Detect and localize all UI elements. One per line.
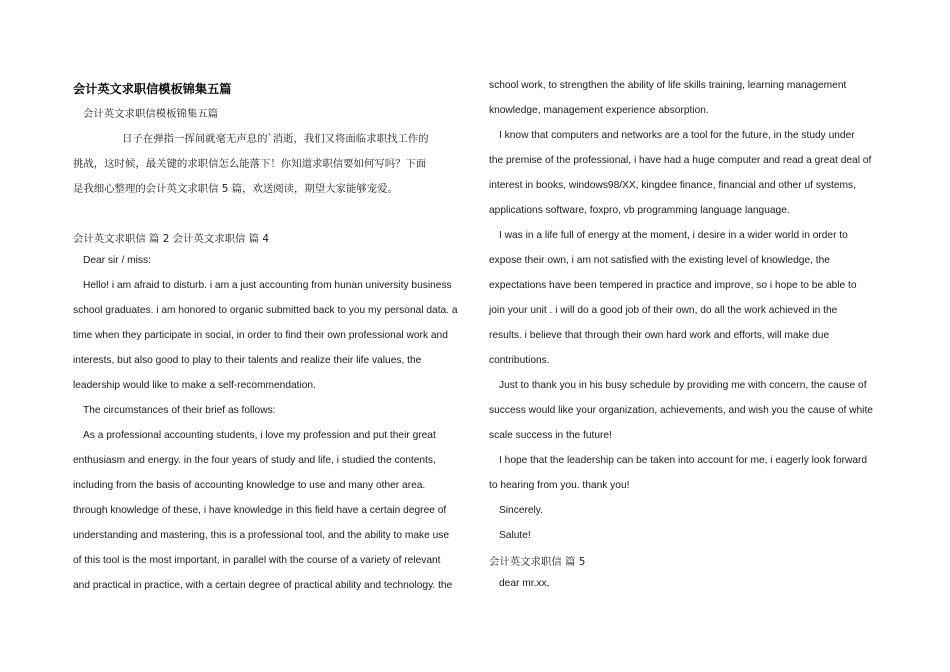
body-line: Just to thank you in his busy schedule by providing me with concern, the cause of: [499, 380, 867, 391]
body-line: through knowledge of these, i have knowledge in this field have a certain degree of: [73, 505, 447, 516]
body-line: enthusiasm and energy. in the four years of study and life, i studied the contents,: [73, 455, 436, 466]
body-line: interest in books, windows98/XX, kingdee finance, financial and other uf systems,: [489, 180, 856, 191]
body-line: As a professional accounting students, i love my profession and put their great: [83, 430, 436, 441]
body-line: The circumstances of their brief as follows:: [83, 405, 276, 416]
body-line: scale success in the future!: [489, 430, 612, 441]
document-title: 会计英文求职信模板锦集五篇: [73, 82, 232, 96]
intro-line-2: 挑战，这时候，最关键的求职信怎么能落下！你知道求职信要如何写吗？下面: [73, 158, 427, 170]
body-line: leadership would like to make a self-recommendation.: [73, 380, 316, 391]
body-line: contributions.: [489, 355, 550, 366]
body-line: success would like your organization, achievements, and wish you the cause of white: [489, 405, 873, 416]
body-line: I was in a life full of energy at the moment, i desire in a wider world in order to: [499, 230, 848, 241]
body-line: knowledge, management experience absorption.: [489, 105, 709, 116]
body-line: school graduates. i am honored to organic submitted back to you my personal data. a: [73, 305, 458, 316]
body-line: applications software, foxpro, vb programming language language.: [489, 205, 790, 216]
body-line: understanding and mastering, this is a professional tool, and the ability to make use: [73, 530, 450, 541]
salutation: Dear sir / miss:: [83, 255, 151, 266]
intro-line-3: 是我细心整理的会计英文求职信 5 篇，欢送阅读，期望大家能够宠爱。: [73, 183, 398, 195]
closing-line: Salute!: [499, 530, 531, 541]
body-line: results. i believe that through their own hard work and efforts, will make due: [489, 330, 830, 341]
body-line: school work, to strengthen the ability of life skills training, learning management: [489, 80, 847, 91]
closing-line: Sincerely.: [499, 505, 543, 516]
body-line: I hope that the leadership can be taken into account for me, i eagerly look forward: [499, 455, 868, 466]
body-line: Hello! i am afraid to disturb. i am a just accounting from hunan university business: [83, 280, 452, 291]
body-line: interests, but also good to play to their talents and realize their life values, the: [73, 355, 422, 366]
body-line: including from the basis of accounting knowledge to use and many other area.: [73, 480, 426, 491]
body-line: expose their own, i am not satisfied with the existing level of knowledge, the: [489, 255, 830, 266]
body-line: time when they participate in social, in order to find their own professional work and: [73, 330, 448, 341]
section-heading: 会计英文求职信 篇 5: [489, 556, 586, 568]
intro-line-1: 日子在弹指一挥间就毫无声息的`消逝，我们又将面临求职找工作的: [122, 133, 429, 145]
document-subtitle: 会计英文求职信模板锦集五篇: [83, 108, 219, 120]
body-line: of this tool is the most important, in parallel with the course of a variety of relevant: [73, 555, 441, 566]
section-heading: 会计英文求职信 篇 2 会计英文求职信 篇 4: [73, 233, 269, 245]
body-line: to hearing from you. thank you!: [489, 480, 630, 491]
body-line: expectations have been tempered in practice and improve, so i hope to be able to: [489, 280, 857, 291]
body-line: join your unit . i will do a good job of their own, do all the work achieved in the: [489, 305, 838, 316]
salutation: dear mr.xx,: [499, 578, 550, 589]
body-line: and practical in practice, with a certain degree of practical ability and technology. the: [73, 580, 453, 591]
body-line: the premise of the professional, i have had a huge computer and read a great deal of: [489, 155, 872, 166]
body-line: I know that computers and networks are a tool for the future, in the study under: [499, 130, 855, 141]
